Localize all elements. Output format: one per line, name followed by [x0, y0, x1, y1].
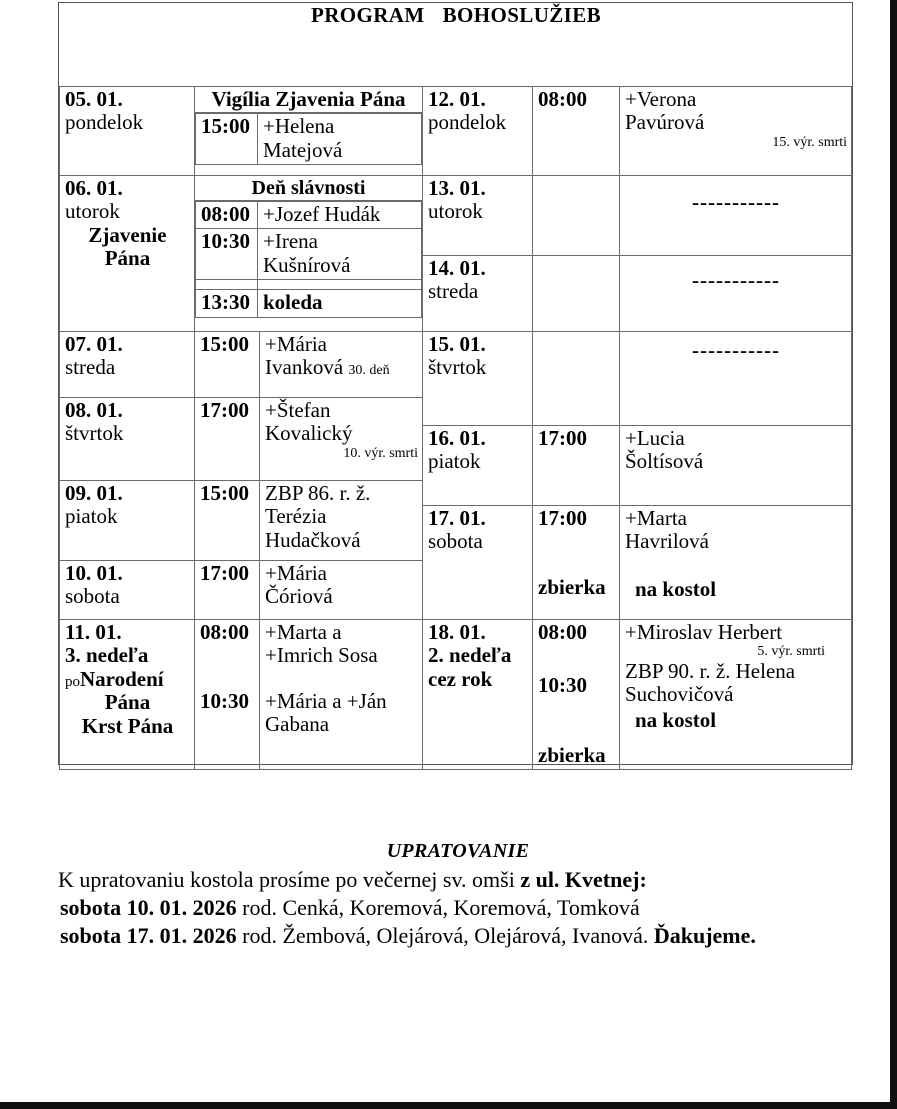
- service-intention-15-01: [620, 331, 852, 425]
- service-time: 17:00: [195, 560, 260, 619]
- notice-heading: UPRATOVANIE: [386, 840, 530, 862]
- date-label: 10. 01.: [65, 560, 123, 585]
- date-label: 14. 01.: [428, 255, 486, 280]
- notice-line-1: [58, 866, 858, 894]
- intention-line-2: Havrilová: [625, 529, 709, 554]
- service-time: 17:00: [533, 425, 620, 505]
- notice-line-3-families: rod. Žembová, Olejárová, Olejárová, Ivanová.: [236, 923, 654, 949]
- feast-header: Vigília Zjavenia Pána: [195, 87, 422, 114]
- intention-line-1: ZBP 86. r. ž.: [265, 480, 371, 505]
- intention-line-1: +Marta a: [265, 619, 342, 644]
- notice-line-2-date: sobota 10. 01. 2026: [60, 895, 237, 921]
- service-time: 10:30: [200, 689, 249, 714]
- weekday-label: piatok: [65, 504, 118, 529]
- date-cell-13-01: [423, 175, 533, 255]
- date-label: 17. 01.: [428, 505, 486, 530]
- intention-line-3: +Mária a +Ján: [265, 688, 387, 713]
- weekday-label-2: cez rok: [428, 666, 493, 691]
- date-cell-17-01: [423, 505, 533, 619]
- service-time: [533, 175, 620, 255]
- cleaning-notice: [58, 840, 858, 950]
- service-intention-13-01: [620, 175, 852, 255]
- service-intention-07-01: [260, 331, 423, 397]
- empty-dashes: -----------: [692, 189, 780, 214]
- intention-line-1: +Miroslav Herbert: [625, 619, 783, 644]
- date-cell-05-01: [60, 86, 195, 175]
- service-intention-08-01: [260, 397, 423, 480]
- table-row: [60, 86, 852, 175]
- date-label: 06. 01.: [65, 175, 123, 200]
- service-intention-16-01: [620, 425, 852, 505]
- date-cell-09-01: [60, 480, 195, 560]
- weekday-label: pondelok: [428, 110, 507, 135]
- collection-label: zbierka: [538, 575, 606, 600]
- notice-thanks: Ďakujeme.: [653, 923, 756, 949]
- feast-header: Deň slávnosti: [195, 176, 422, 201]
- date-label: 11. 01.: [65, 619, 122, 644]
- weekday-label: sobota: [65, 584, 120, 609]
- intention-line-1: +Mária: [265, 331, 327, 356]
- service-row: [196, 229, 422, 280]
- weekday-label: streda: [65, 355, 116, 380]
- page-bottom-edge-frame: [0, 1102, 897, 1109]
- table-row: [60, 331, 852, 397]
- service-intention-18-01: [620, 619, 852, 770]
- intention-line-2: Matejová: [263, 137, 343, 162]
- empty-dashes: -----------: [692, 337, 780, 362]
- intention-note: 10. výr. smrti: [343, 445, 418, 461]
- intention-line-1: +Mária: [265, 560, 327, 585]
- date-cell-06-01: [60, 175, 195, 331]
- service-time: 17:00: [195, 397, 260, 480]
- service-intention: +Jozef Hudák: [258, 201, 422, 229]
- intention-line-1: +Helena: [263, 114, 335, 139]
- intention-line-1: +Štefan: [265, 397, 331, 422]
- intention-note: 30. deň: [348, 363, 390, 379]
- times-cell-11-01: [195, 619, 260, 770]
- date-label: 13. 01.: [428, 175, 486, 200]
- date-cell-12-01: [423, 86, 533, 175]
- date-cell-08-01: [60, 397, 195, 480]
- service-time: [533, 331, 620, 425]
- collection-purpose: na kostol: [635, 707, 717, 732]
- service-time: 17:00: [538, 505, 587, 530]
- services-cell-06-01: [195, 175, 423, 331]
- page-left-edge: [0, 0, 2, 1109]
- service-row: [196, 201, 422, 229]
- date-cell-15-01: [423, 331, 533, 425]
- intention-line-2: +Imrich Sosa: [265, 643, 378, 668]
- service-time: 15:00: [195, 331, 260, 397]
- notice-line-2-families: rod. Cenká, Koremová, Koremová, Tomková: [236, 895, 640, 921]
- feast-left-line-2: Pána: [104, 246, 151, 271]
- title-row: [60, 3, 852, 86]
- notice-line-2: [58, 894, 858, 922]
- service-intention: koleda: [258, 290, 422, 318]
- service-intention-17-01: [620, 505, 852, 619]
- service-row: [196, 290, 422, 318]
- service-time: 08:00: [200, 619, 249, 644]
- sunday-title-line-1: Narodení: [80, 666, 164, 691]
- service-time: 13:30: [196, 290, 258, 318]
- date-label: 12. 01.: [428, 86, 486, 111]
- notice-line-3: [58, 922, 858, 950]
- sunday-title-line-3: Krst Pána: [81, 713, 174, 738]
- intention-line-2: Čóriová: [265, 584, 333, 609]
- services-cell-05-01: [195, 86, 423, 175]
- intention-line-2: Pavúrová: [625, 110, 705, 135]
- intention-line-1: +Irena: [263, 229, 318, 254]
- weekday-label: streda: [428, 279, 479, 304]
- date-cell-16-01: [423, 425, 533, 505]
- weekday-label: piatok: [428, 449, 481, 474]
- intention-line-1: +Marta: [625, 505, 687, 530]
- service-time: 08:00: [533, 86, 620, 175]
- date-label: 07. 01.: [65, 331, 123, 356]
- schedule-table: [59, 3, 852, 770]
- weekday-label: 2. nedeľa: [428, 643, 512, 668]
- collection-label: zbierka: [538, 742, 606, 767]
- weekday-label: štvrtok: [65, 421, 124, 446]
- title-word-1: PROGRAM: [310, 3, 425, 27]
- service-intention: [258, 114, 422, 165]
- date-label: 09. 01.: [65, 480, 123, 505]
- table-row: [60, 175, 852, 255]
- title-word-2: BOHOSLUŽIEB: [442, 3, 602, 27]
- sunday-prefix: po: [65, 673, 80, 690]
- times-cell-17-01: [533, 505, 620, 619]
- date-cell-10-01: [60, 560, 195, 619]
- notice-line-1-text: K upratovaniu kostola prosíme po večernej sv. omši: [58, 867, 521, 892]
- sunday-title-line-2: Pána: [104, 690, 151, 715]
- intention-line-4: Gabana: [265, 712, 330, 737]
- service-time: 10:30: [538, 673, 587, 698]
- intention-line-2: Terézia: [265, 504, 327, 529]
- date-cell-07-01: [60, 331, 195, 397]
- weekday-label: sobota: [428, 529, 483, 554]
- date-label: 05. 01.: [65, 86, 123, 111]
- schedule-table-container: [58, 2, 853, 765]
- service-time: [533, 255, 620, 331]
- times-cell-18-01: [533, 619, 620, 770]
- spacer-row: [196, 280, 422, 290]
- date-cell-18-01: [423, 619, 533, 770]
- service-list: [195, 113, 422, 165]
- service-intention-12-01: [620, 86, 852, 175]
- date-cell-14-01: [423, 255, 533, 331]
- feast-left-line-1: Zjavenie: [88, 222, 167, 247]
- service-time: 15:00: [195, 480, 260, 560]
- service-time: 15:00: [196, 114, 258, 165]
- service-intention: [258, 229, 422, 280]
- service-intention-14-01: [620, 255, 852, 331]
- intention-line-2: Kušnírová: [263, 252, 351, 277]
- date-cell-11-01: [60, 619, 195, 770]
- weekday-label: 3. nedeľa: [65, 643, 149, 668]
- service-intention-11-01: [260, 619, 423, 770]
- weekday-label: pondelok: [65, 110, 144, 135]
- service-intention-10-01: [260, 560, 423, 619]
- intention-line-2: Ivanková: [265, 355, 344, 380]
- service-time: 08:00: [538, 619, 587, 644]
- page-right-edge-frame: [890, 0, 897, 1109]
- date-label: 16. 01.: [428, 425, 486, 450]
- intention-note: 15. výr. smrti: [772, 134, 848, 150]
- service-time: 10:30: [196, 229, 258, 280]
- service-intention-09-01: [260, 480, 423, 560]
- intention-line-2: Kovalický: [265, 421, 353, 446]
- service-list: [195, 201, 422, 318]
- notice-line-3-date: sobota 17. 01. 2026: [60, 923, 237, 949]
- page-title: [60, 3, 852, 86]
- weekday-label: utorok: [428, 199, 483, 224]
- collection-purpose: na kostol: [635, 576, 717, 601]
- intention-note: 5. výr. smrti: [757, 644, 826, 660]
- notice-line-1-street: z ul. Kvetnej:: [520, 867, 647, 892]
- intention-line-1: +Verona: [625, 86, 697, 111]
- intention-line-2: ZBP 90. r. ž. Helena: [625, 658, 796, 683]
- service-row: [196, 114, 422, 165]
- service-time: 08:00: [196, 201, 258, 229]
- weekday-label: utorok: [65, 199, 120, 224]
- date-label: 15. 01.: [428, 331, 486, 356]
- empty-dashes: -----------: [692, 267, 780, 292]
- weekday-label: štvrtok: [428, 355, 487, 380]
- date-label: 08. 01.: [65, 397, 123, 422]
- intention-line-2: Šoltísová: [625, 449, 704, 474]
- date-label: 18. 01.: [428, 619, 486, 644]
- table-row: [60, 619, 852, 770]
- intention-line-3: Suchovičová: [625, 682, 734, 707]
- intention-line-1: +Lucia: [625, 425, 685, 450]
- intention-line-3: Hudačková: [265, 527, 361, 552]
